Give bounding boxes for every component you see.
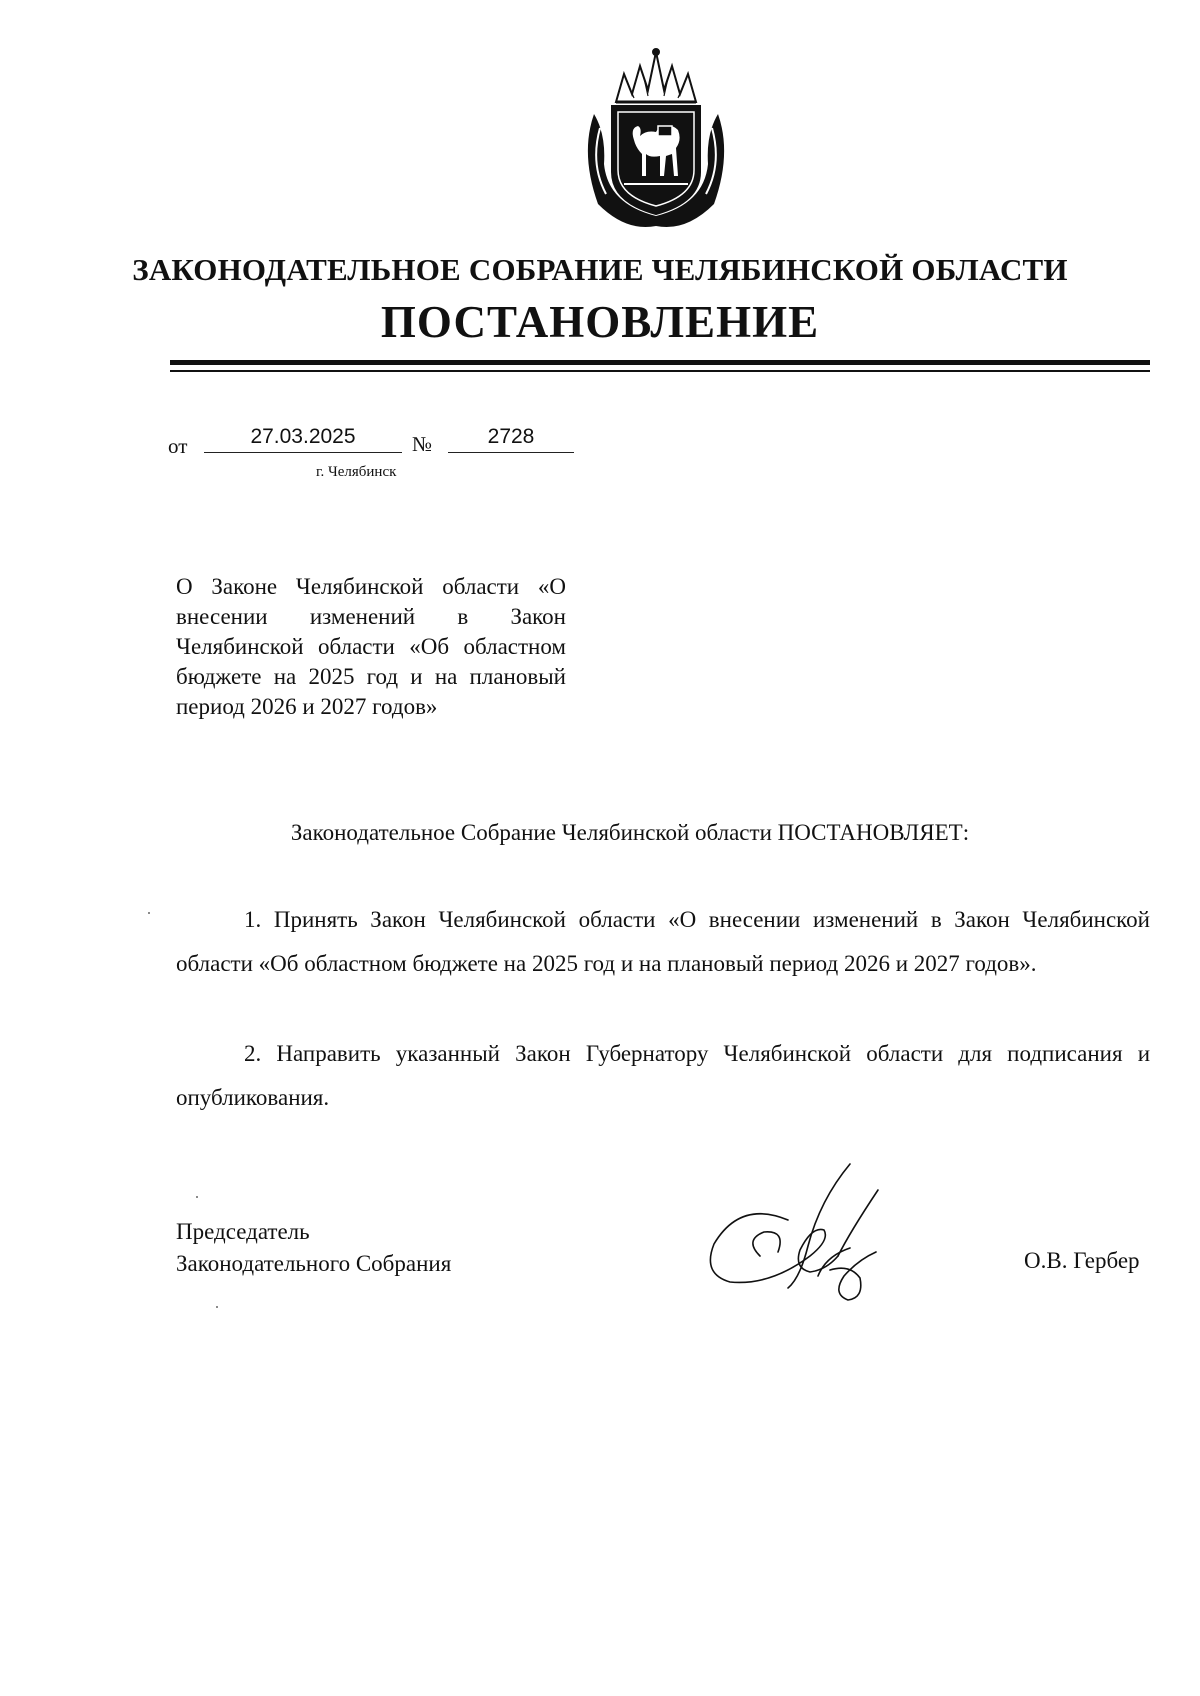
scan-speck [148, 912, 150, 914]
document-city: г. Челябинск [316, 464, 397, 480]
coat-of-arms-icon [576, 44, 736, 234]
signatory-position-line-2: Законодательного Собрания [176, 1251, 452, 1276]
scan-speck [216, 1306, 218, 1308]
paragraph-1: 1. Принять Закон Челябинской области «О внесении изменений в Закон Челябинской области «Об областном бюджете на 2025 год и на плановый период 2026 и 2027 годов». [176, 907, 1150, 976]
paragraph-2: 2. Направить указанный Закон Губернатору Челябинской области для подписания и опубликования. [176, 1041, 1150, 1110]
document-number: 2728 [448, 426, 574, 453]
header-rule-thin [170, 370, 1150, 372]
handwritten-signature-icon [700, 1160, 940, 1310]
resolution-statement: Законодательное Собрание Челябинской области ПОСТАНОВЛЯЕТ: [290, 820, 970, 845]
number-label: № [412, 432, 433, 456]
header-rule-thick [170, 360, 1150, 365]
signatory-name: О.В. Гербер [1024, 1248, 1140, 1273]
signatory-position [176, 1216, 451, 1280]
document-subject: О Законе Челябинской области «О внесении изменений в Закон Челябинской области «Об областном бюджете на 2025 год и на плановый период 2026 и 2027 годов» [176, 574, 566, 719]
document-type-title: ПОСТАНОВЛЕНИЕ [380, 297, 820, 347]
document-date: 27.03.2025 [204, 426, 402, 453]
date-label: от [168, 434, 188, 458]
signatory-position-line-1: Председатель [176, 1219, 310, 1244]
scan-speck [196, 1196, 198, 1198]
organization-title: ЗАКОНОДАТЕЛЬНОЕ СОБРАНИЕ ЧЕЛЯБИНСКОЙ ОБЛАСТИ [132, 252, 1068, 287]
